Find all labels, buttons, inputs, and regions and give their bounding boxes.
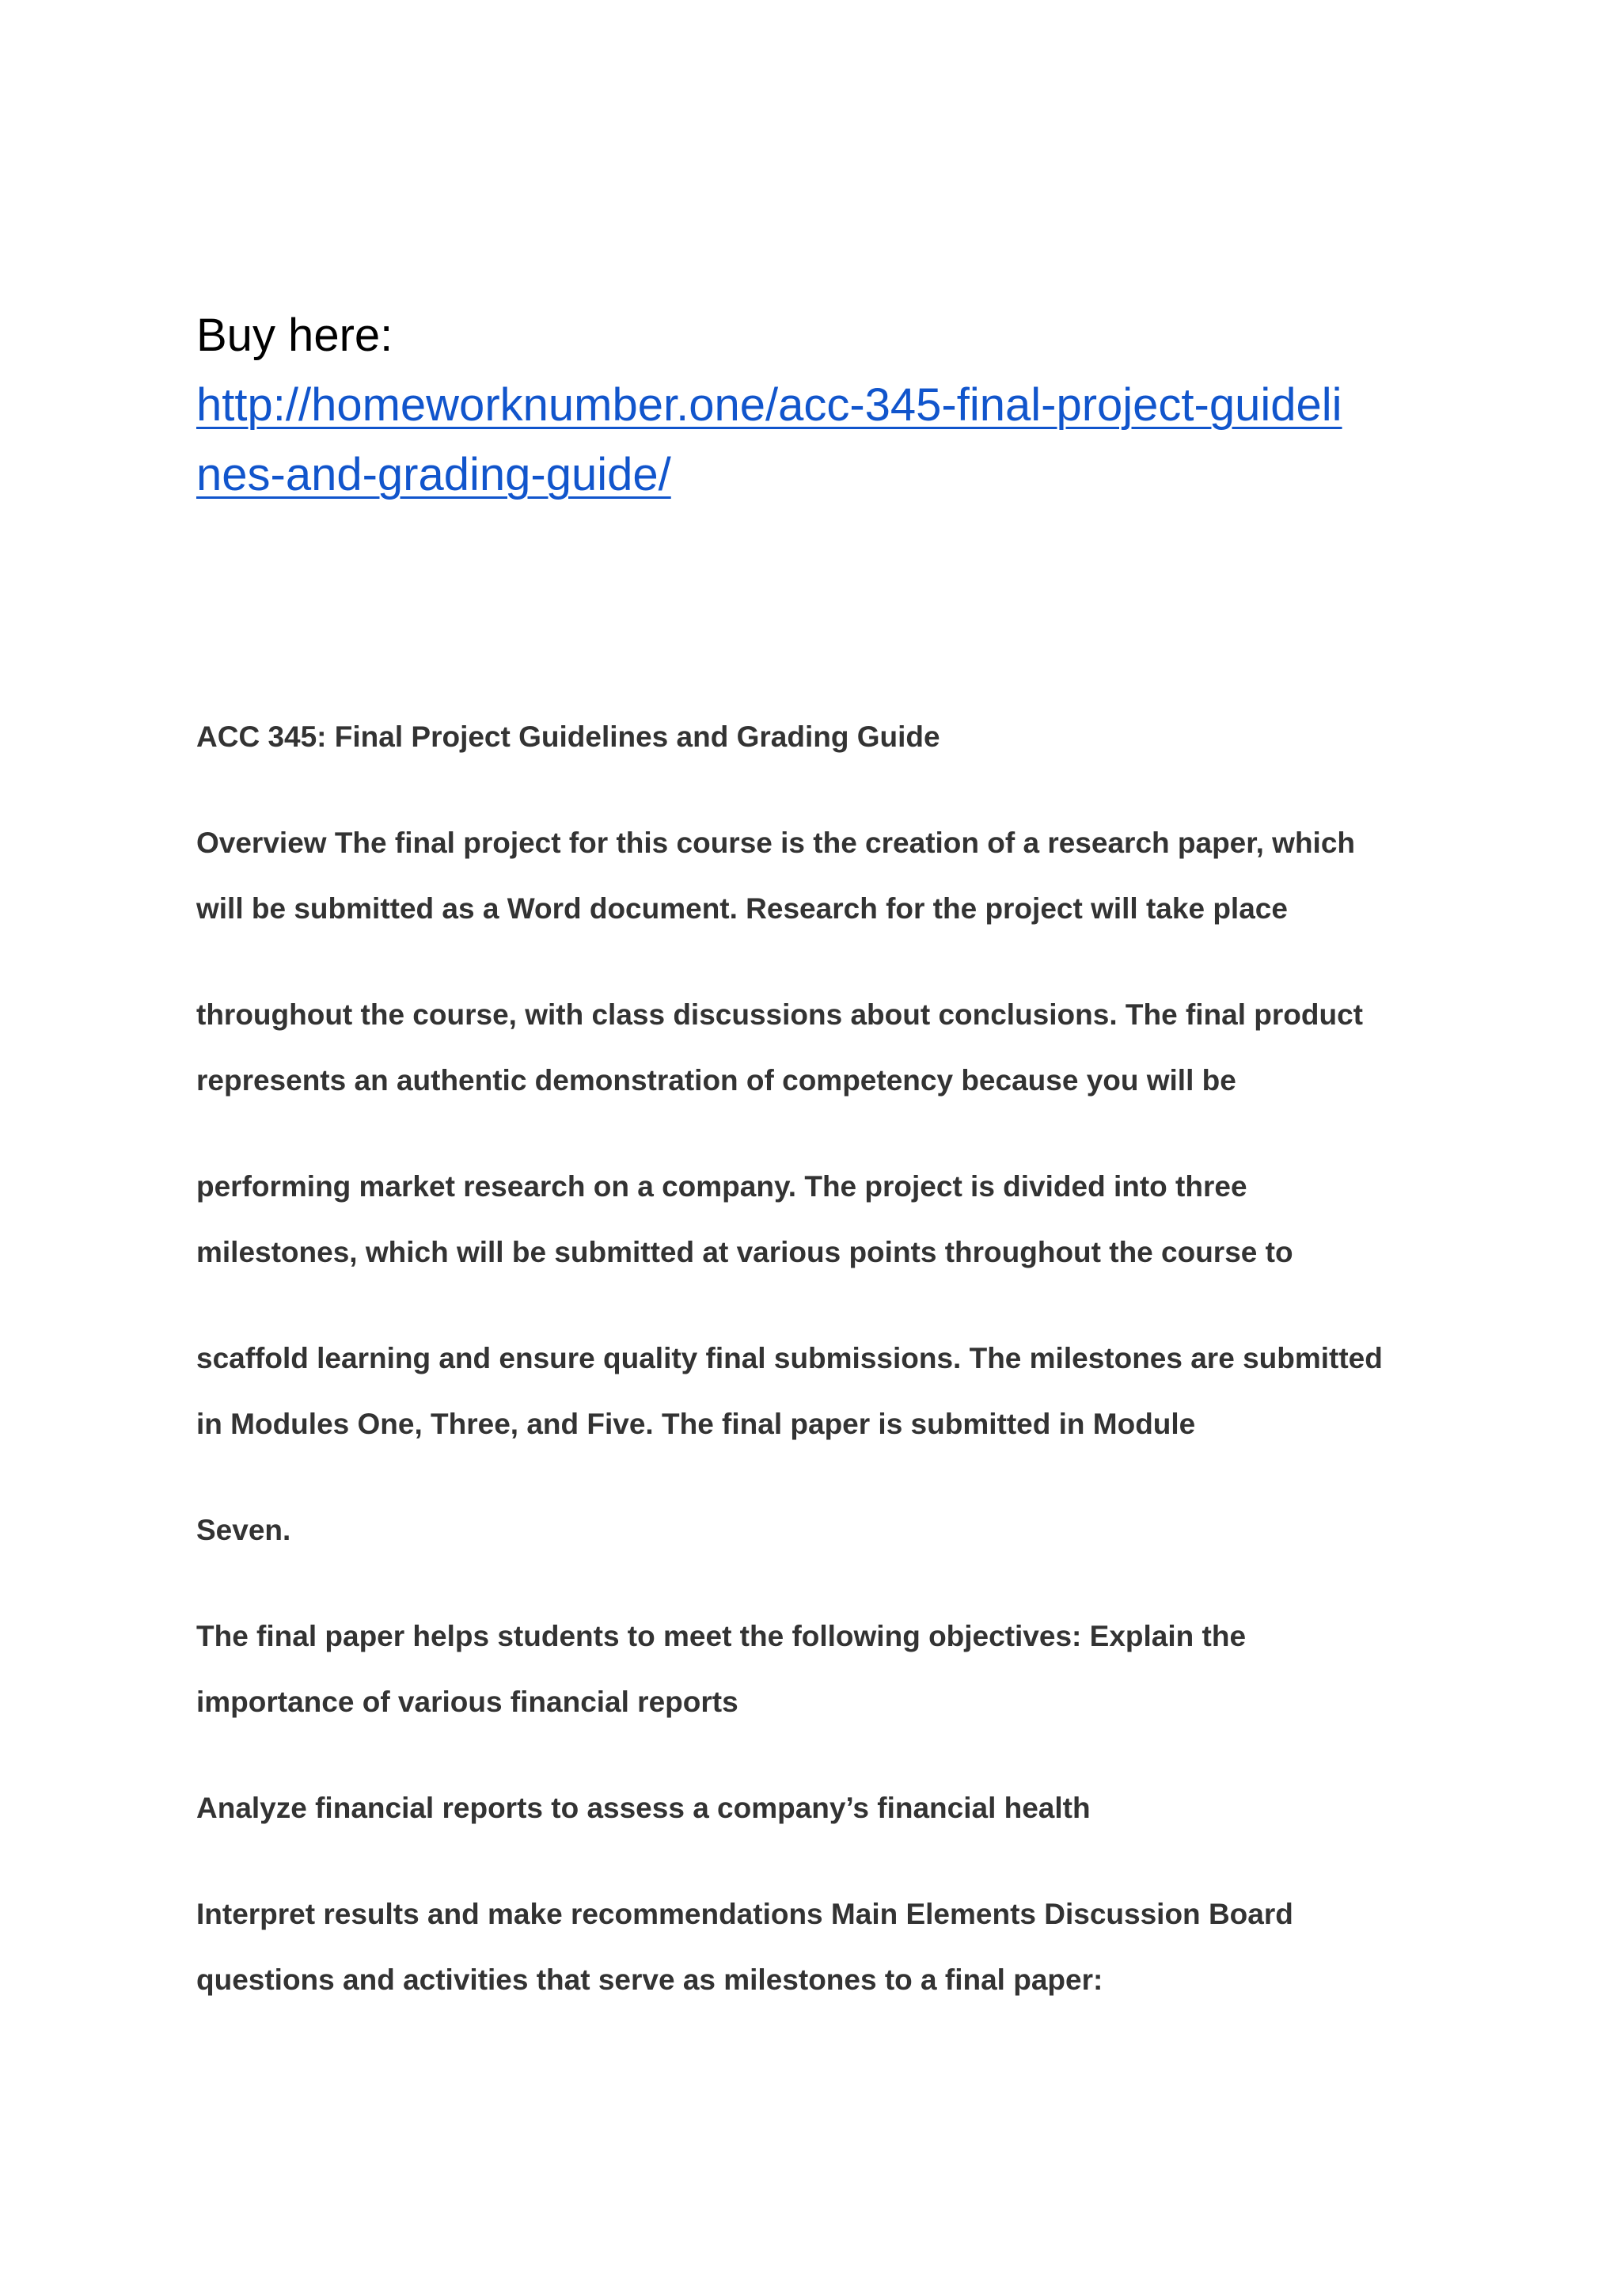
paragraph-line: will be submitted as a Word document. Research for the project will take place: [196, 892, 1288, 925]
paragraph-line: Overview The final project for this course is the creation of a research paper, which: [196, 827, 1356, 859]
buy-here-block: [196, 301, 1447, 510]
document-title: ACC 345: Final Project Guidelines and Grading Guide: [196, 720, 940, 753]
paragraph-line: importance of various financial reports: [196, 1686, 738, 1718]
paragraph-line: The final paper helps students to meet the following objectives: Explain the: [196, 1620, 1247, 1652]
paragraph-line: throughout the course, with class discussions about conclusions. The final product: [196, 998, 1363, 1031]
paragraph-line: performing market research on a company. The project is divided into three: [196, 1170, 1247, 1203]
purchase-link-line-1[interactable]: http://homeworknumber.one/acc-345-final-project-guideli: [196, 379, 1342, 431]
paragraph-line: Analyze financial reports to assess a company’s financial health: [196, 1792, 1091, 1824]
purchase-link[interactable]: [196, 371, 1447, 510]
paragraph-line: Seven.: [196, 1514, 291, 1546]
paragraph-line: milestones, which will be submitted at various points throughout the course to: [196, 1236, 1293, 1268]
paragraph-line: scaffold learning and ensure quality final submissions. The milestones are submitted: [196, 1342, 1383, 1374]
purchase-link-line-2[interactable]: nes-and-grading-guide/: [196, 449, 671, 500]
paragraph-line: in Modules One, Three, and Five. The final paper is submitted in Module: [196, 1408, 1196, 1440]
paragraph-line: questions and activities that serve as milestones to a final paper:: [196, 1963, 1103, 1996]
buy-here-label: Buy here:: [196, 310, 393, 361]
paragraph-line: represents an authentic demonstration of competency because you will be: [196, 1064, 1236, 1097]
paragraph-line: Interpret results and make recommendations Main Elements Discussion Board: [196, 1898, 1293, 1930]
